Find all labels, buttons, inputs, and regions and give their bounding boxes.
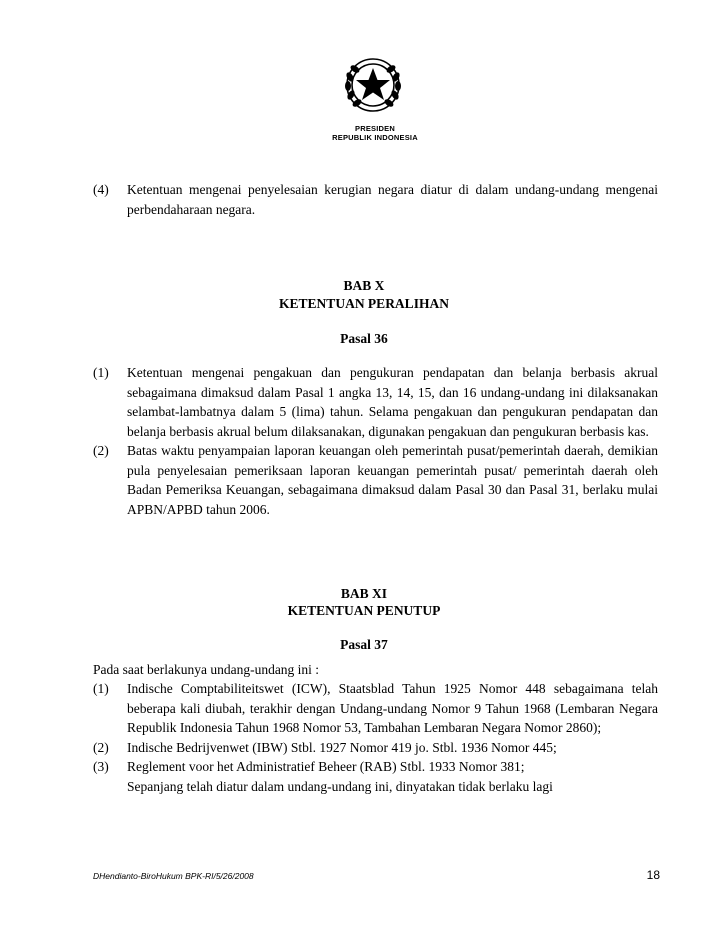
page-number: 18 xyxy=(646,868,660,882)
article-heading: Pasal 37 xyxy=(340,637,388,652)
footer-source: DHendianto-BiroHukum BPK-RI/5/26/2008 xyxy=(93,871,254,881)
item-number: (4) xyxy=(93,182,109,197)
chapter-heading: BAB XI xyxy=(340,586,388,601)
list-item xyxy=(93,679,658,738)
chapter-title: KETENTUAN PENUTUP xyxy=(287,603,441,618)
emblem-caption xyxy=(300,124,450,142)
list-item xyxy=(93,363,658,441)
item-number: (3) xyxy=(93,759,109,774)
chapter-heading: BAB X xyxy=(343,278,385,293)
article-37-list xyxy=(93,679,658,796)
item-number: (2) xyxy=(93,739,109,755)
item-text: Ketentuan mengenai pengakuan dan pengukuran pendapatan dan belanja berbasis akrual sebagaimana dimaksud dalam Pasal 1 angka 13, 14, 15, dan 16 undang-undang ini dilaksanakan selambat-lambatnya dalam 5 (lima) tahun. Selama pengakuan dan pengukuran pendapatan dan belanja berbasis akrual belum dilaksanakan, digunakan pengakuan dan pengukuran berbasis kas. xyxy=(127,365,658,439)
list-item xyxy=(93,441,658,519)
list-item xyxy=(93,757,658,777)
closing-text: Sepanjang telah diatur dalam undang-undang ini, dinyatakan tidak berlaku lagi xyxy=(127,778,553,794)
article-heading: Pasal 36 xyxy=(340,331,388,346)
item-text: Batas waktu penyampaian laporan keuangan oleh pemerintah pusat/pemerintah daerah, demikian pula penyelesaian pemeriksaan laporan keuangan pemerintah pusat/ pemerintah daerah oleh Badan Pemeriksa Keuangan, sebagaimana dimaksud dalam Pasal 30 dan Pasal 31, berlaku mulai APBN/APBD tahun 2006. xyxy=(127,443,658,517)
item-number: (2) xyxy=(93,443,109,458)
article-36-list xyxy=(93,363,658,519)
list-item xyxy=(93,738,658,758)
item-number: (1) xyxy=(93,365,109,380)
closing-line xyxy=(93,777,658,797)
garuda-emblem-icon xyxy=(333,55,413,115)
item-text: Ketentuan mengenai penyelesaian kerugian negara diatur di dalam undang-undang mengenai perbendaharaan negara. xyxy=(127,182,658,217)
chapter-title: KETENTUAN PERALIHAN xyxy=(279,296,449,311)
paragraph-4 xyxy=(93,180,658,219)
article-37-intro: Pada saat berlakunya undang-undang ini : xyxy=(93,662,320,677)
item-text: Reglement voor het Administratief Beheer (RAB) Stbl. 1933 Nomor 381; xyxy=(127,759,525,774)
item-text: Indische Bedrijvenwet (IBW) Stbl. 1927 Nomor 419 jo. Stbl. 1936 Nomor 445; xyxy=(127,739,557,755)
item-number: (1) xyxy=(93,681,109,696)
emblem-line1: PRESIDEN xyxy=(355,124,395,133)
emblem-line2: REPUBLIK INDONESIA xyxy=(332,133,418,142)
item-text: Indische Comptabiliteitswet (ICW), Staatsblad Tahun 1925 Nomor 448 sebagaimana telah beberapa kali diubah, terakhir dengan Undang-undang Nomor 9 Tahun 1968 (Lembaran Negara Republik Indonesia Tahun 1968 Nomor 53, Tambahan Lembaran Negara Nomor 2860); xyxy=(127,681,658,735)
